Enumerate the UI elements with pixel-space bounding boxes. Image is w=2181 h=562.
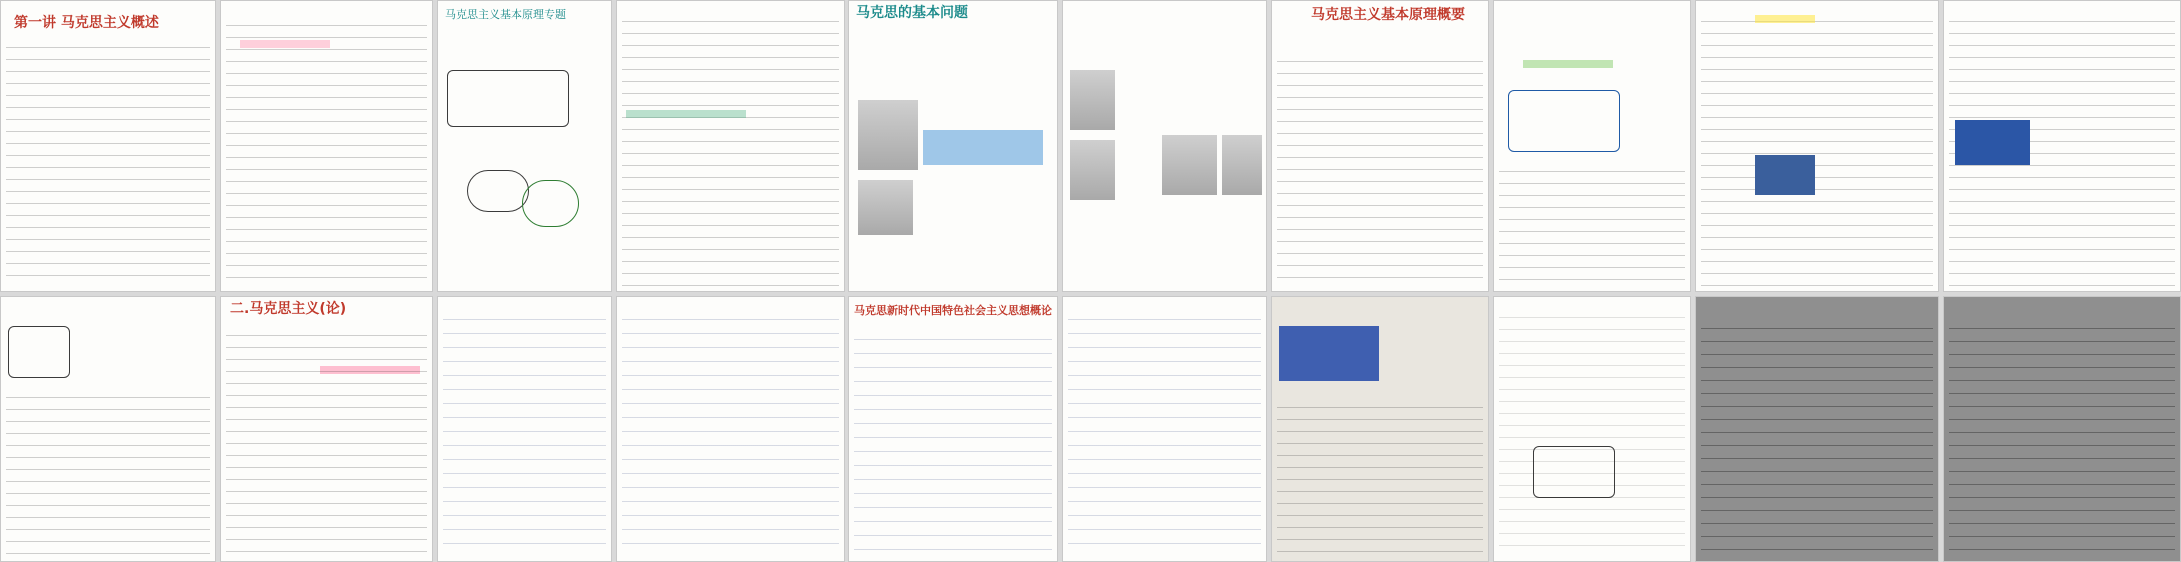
- note-page-20: [1943, 296, 2181, 562]
- handwritten-lines: [622, 10, 839, 286]
- highlight: [240, 40, 330, 48]
- handwritten-lines: [1701, 10, 1933, 286]
- handwritten-lines: [226, 324, 427, 556]
- handwritten-lines: [6, 386, 210, 556]
- screenshot-image: [1755, 155, 1815, 195]
- screenshot-image: [1955, 120, 2030, 165]
- note-page-15: [848, 296, 1058, 562]
- portrait: [1162, 135, 1217, 195]
- handwritten-lines: [1068, 306, 1261, 556]
- note-page-8: [1493, 0, 1691, 292]
- highlight: [1755, 15, 1815, 23]
- note-page-18: [1493, 296, 1691, 562]
- portrait: [1070, 140, 1115, 200]
- note-title: 马克思主义基本原理专题: [445, 8, 566, 21]
- screenshot-image: [1279, 326, 1379, 381]
- handwritten-lines: [226, 14, 427, 286]
- note-page-3: [437, 0, 612, 292]
- highlight: [626, 110, 746, 118]
- note-title: 马克思的基本问题: [856, 5, 968, 21]
- note-page-6: [1062, 0, 1267, 292]
- note-page-14: [616, 296, 845, 562]
- note-title: 第一讲 马克思主义概述: [14, 15, 159, 31]
- note-page-9: [1695, 0, 1939, 292]
- illustration: [858, 100, 918, 170]
- note-title: 马克思新时代中国特色社会主义思想概论: [854, 304, 1052, 317]
- mindmap-box: [8, 326, 70, 378]
- handwritten-lines: [1949, 316, 2175, 556]
- portrait: [1222, 135, 1262, 195]
- handwritten-lines: [854, 326, 1052, 556]
- diagram: [923, 130, 1043, 165]
- highlight: [1523, 60, 1613, 68]
- portrait: [1070, 70, 1115, 130]
- note-page-10: [1943, 0, 2181, 292]
- mindmap-box: [1508, 90, 1620, 152]
- handwritten-lines: [1277, 396, 1483, 556]
- note-page-1: [0, 0, 216, 292]
- handwritten-lines: [1701, 316, 1933, 556]
- note-page-17: [1271, 296, 1489, 562]
- mindmap-box: [522, 180, 579, 227]
- note-page-4: [616, 0, 845, 292]
- note-page-2: [220, 0, 433, 292]
- note-page-5: [848, 0, 1058, 292]
- mindmap-box: [467, 170, 529, 212]
- illustration: [858, 180, 913, 235]
- handwritten-lines: [1499, 306, 1685, 556]
- note-title: 二.马克思主义(论): [230, 301, 347, 317]
- note-page-19: [1695, 296, 1939, 562]
- handwritten-lines: [1499, 160, 1685, 286]
- handwritten-lines: [1277, 50, 1483, 286]
- note-page-11: [0, 296, 216, 562]
- note-page-13: [437, 296, 612, 562]
- handwritten-lines: [6, 36, 210, 286]
- note-page-12: [220, 296, 433, 562]
- note-page-16: [1062, 296, 1267, 562]
- handwritten-lines: [622, 306, 839, 556]
- note-page-7: [1271, 0, 1489, 292]
- note-title: 马克思主义基本原理概要: [1311, 7, 1465, 23]
- mindmap-box: [447, 70, 569, 127]
- handwritten-lines: [443, 306, 606, 556]
